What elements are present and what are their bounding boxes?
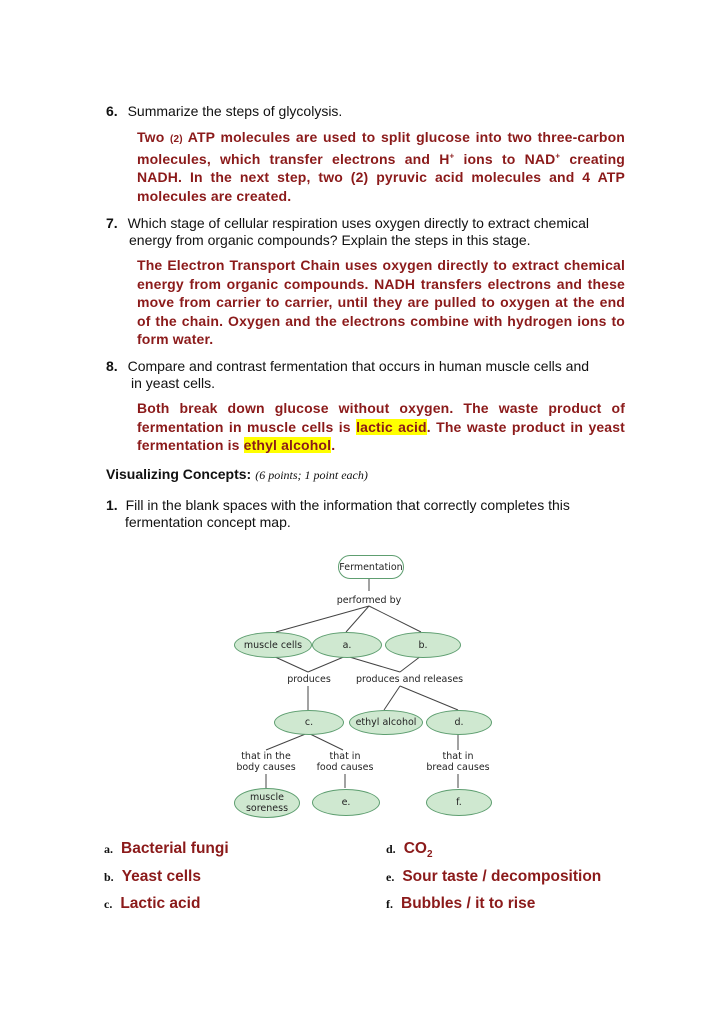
link-text: that in the <box>241 751 291 762</box>
link-performed-by: performed by <box>336 595 402 606</box>
answer-label: a. <box>104 842 113 856</box>
answer-e <box>386 868 601 886</box>
answer-value: Yeast cells <box>121 868 201 885</box>
highlighted-term: lactic acid <box>356 418 427 435</box>
answer-value <box>404 840 433 860</box>
concept-node-a: a. <box>312 632 382 658</box>
link-text: bread causes <box>426 762 490 773</box>
question-number: 8. <box>106 358 118 374</box>
concept-node-ethyl-alcohol: ethyl alcohol <box>349 710 423 735</box>
question-6 <box>106 103 342 120</box>
answer-text: . <box>331 437 336 453</box>
concept-node-d: d. <box>426 710 492 735</box>
section-subtitle: (6 points; 1 point each) <box>255 468 368 482</box>
link-food-causes <box>313 751 377 773</box>
node-text: muscle <box>250 792 284 803</box>
concept-node-fermentation: Fermentation <box>338 555 404 579</box>
answer-text: Two <box>137 129 170 145</box>
answer-a <box>104 840 229 858</box>
question-text: Summarize the steps of glycolysis. <box>127 103 343 119</box>
question-1 <box>106 497 570 514</box>
answer-value: Lactic acid <box>120 895 201 912</box>
link-text: food causes <box>316 762 374 773</box>
answer-label: d. <box>386 842 396 856</box>
section-title: Visualizing Concepts: <box>106 466 252 482</box>
answer-label: e. <box>386 870 395 884</box>
link-text: body causes <box>236 762 296 773</box>
concept-node-f: f. <box>426 789 492 816</box>
question-text: Which stage of cellular respiration uses oxygen directly to extract chemical <box>127 215 590 231</box>
answer-text: . The waste product in yeast fermentation is <box>137 418 625 453</box>
question-text: Compare and contrast fermentation that occurs in human muscle cells and <box>127 358 590 374</box>
answer-c <box>104 895 200 913</box>
concept-node-muscle-soreness <box>234 788 300 818</box>
highlighted-term: ethyl alcohol <box>243 437 332 453</box>
concept-node-b: b. <box>385 632 461 658</box>
answer-6 <box>137 128 625 205</box>
concept-map <box>228 552 498 820</box>
concept-node-c: c. <box>274 710 344 735</box>
answer-label: b. <box>104 870 114 884</box>
answer-f <box>386 895 535 913</box>
node-text: soreness <box>245 803 289 814</box>
superscript: + <box>449 150 455 160</box>
question-number: 1. <box>106 497 118 513</box>
answer-text: creating NADH. In the next step, two (2) pyruvic acid molecules and 4 ATP molecules are created. <box>137 150 626 204</box>
concept-node-e: e. <box>312 789 380 816</box>
link-text: that in <box>442 751 474 762</box>
link-bread-causes <box>424 751 492 773</box>
subscript: 2 <box>426 849 433 861</box>
link-body-causes <box>236 751 296 773</box>
question-7 <box>106 215 589 232</box>
question-number: 7. <box>106 215 118 231</box>
link-produces-and-releases: produces and releases <box>356 674 464 685</box>
concept-map-connectors <box>228 552 498 820</box>
answer-text: Both break down glucose without oxygen. The waste product of fermentation in muscle cells is <box>137 400 625 435</box>
answer-label: f. <box>386 897 393 911</box>
answer-d <box>386 840 433 860</box>
answer-text: ions to NAD <box>454 150 556 167</box>
answer-value: Bubbles / it to rise <box>401 895 536 912</box>
answer-8 <box>137 399 625 455</box>
section-heading <box>106 466 368 484</box>
question-1-line2: fermentation concept map. <box>125 514 291 530</box>
question-8-line2: in yeast cells. <box>131 375 216 391</box>
question-text: Fill in the blank spaces with the information that correctly completes this <box>125 497 570 513</box>
answer-value: Bacterial fungi <box>121 840 229 857</box>
answer-label: c. <box>104 897 113 911</box>
concept-node-muscle-cells: muscle cells <box>234 632 312 658</box>
link-text: that in <box>329 751 361 762</box>
answer-text: CO <box>403 840 427 857</box>
answer-text: (2) <box>170 134 183 145</box>
superscript: + <box>555 150 561 160</box>
question-7-line2: energy from organic compounds? Explain the steps in this stage. <box>129 232 531 248</box>
link-produces: produces <box>287 674 331 685</box>
answer-text: ATP molecules are used to split glucose into two three-carbon molecules, which transfer electrons and H <box>137 129 625 167</box>
question-number: 6. <box>106 103 118 119</box>
answer-value: Sour taste / decomposition <box>402 868 602 885</box>
answer-7: The Electron Transport Chain uses oxygen directly to extract chemical energy from organic compounds. NADH transfers electrons and these move from carrier to carrier, until they are pulled to oxygen at the end of the chain. Oxygen and the electrons combine with hydrogen ions to form water. <box>137 257 625 347</box>
question-8 <box>106 358 589 375</box>
answer-b <box>104 868 201 886</box>
